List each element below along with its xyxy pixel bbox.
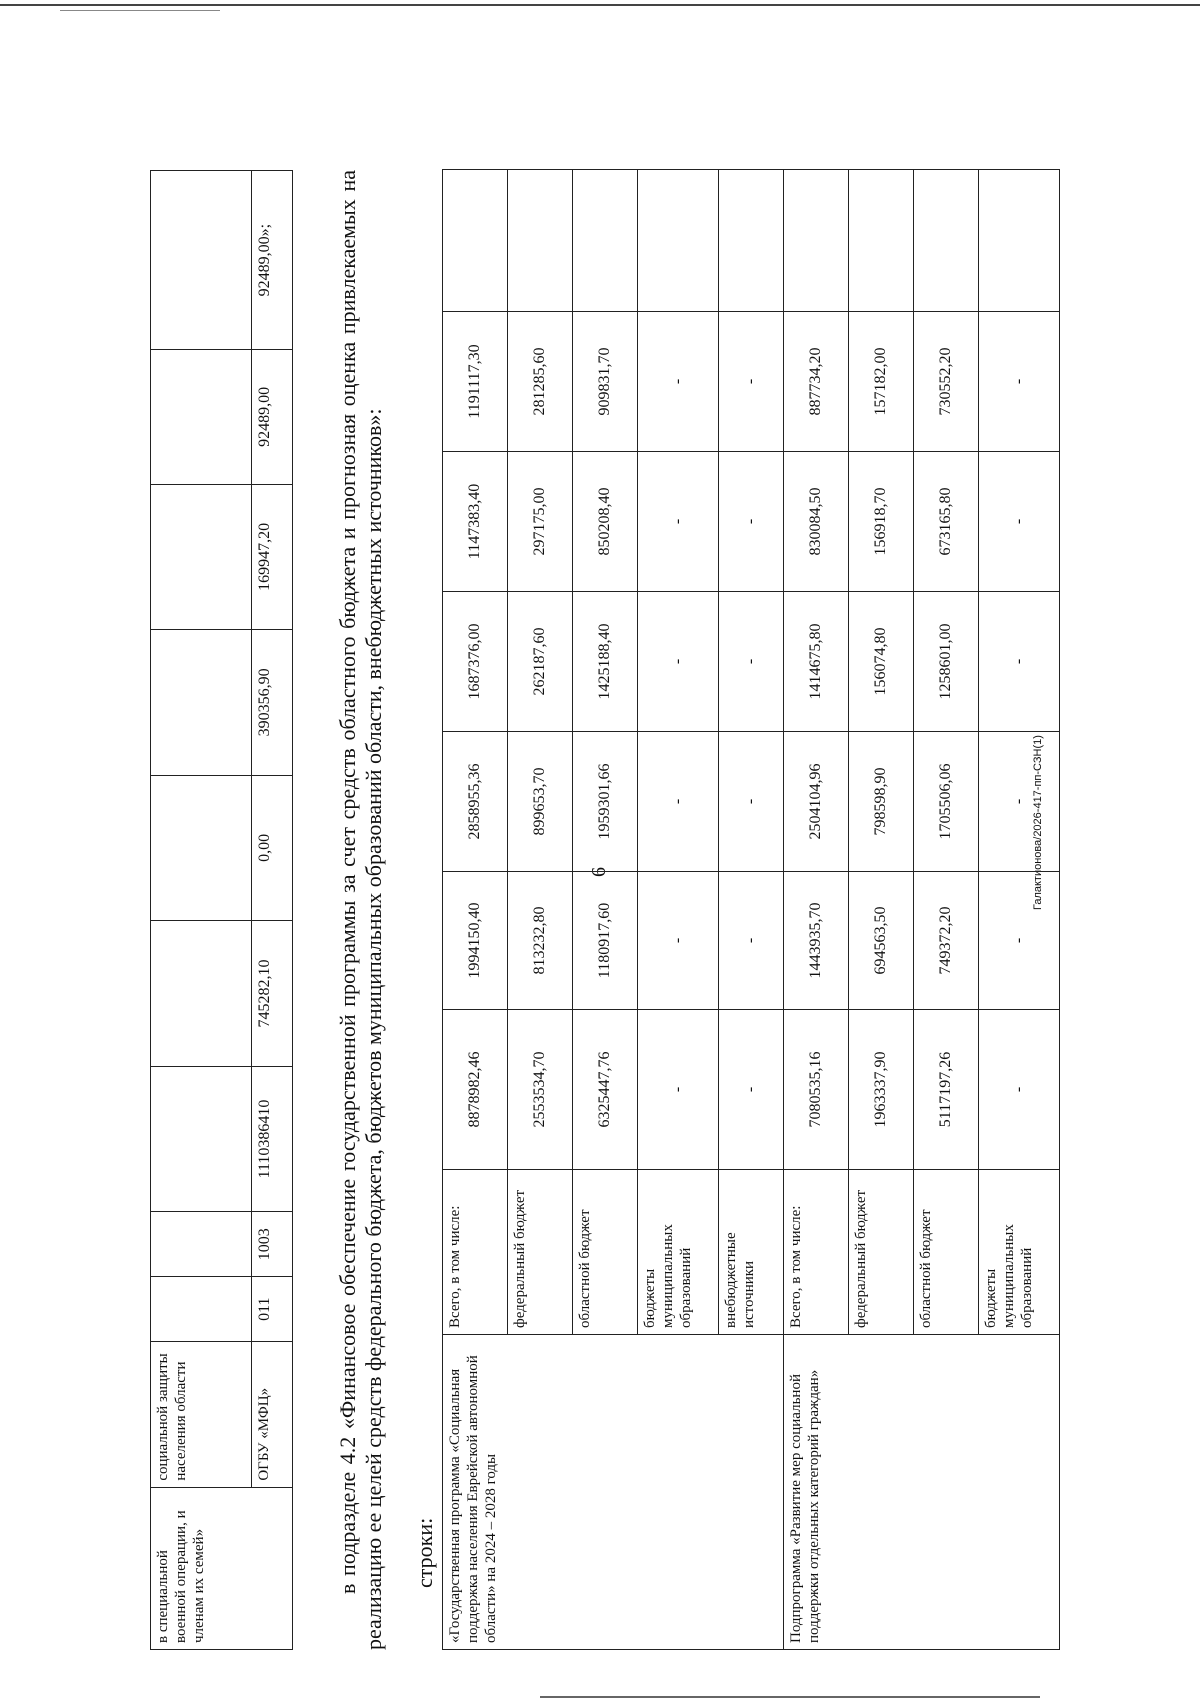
funding-source: федеральный бюджет [508, 1170, 573, 1335]
value-cell: - [638, 452, 719, 592]
value-cell [573, 170, 638, 312]
value-cell: 1147383,40 [443, 452, 508, 592]
value-cell: 850208,40 [573, 452, 638, 592]
top-table-value: 745282,10 [252, 921, 293, 1067]
value-cell: 730552,20 [914, 312, 979, 452]
amendment-paragraph: в подразделе 4.2 «Финансовое обеспечение государственной программы за счет средств областного бюджета и прогнозная оценка привлекаемых на реализацию ее целей средств федерального бюджета, бюджетов муниципальных образований области, внебюджетных источников»: [335, 170, 386, 1650]
value-cell: 749372,20 [914, 872, 979, 1010]
scan-edge-top-mark [60, 10, 220, 11]
value-cell: 262187,60 [508, 592, 573, 732]
value-cell: 1687376,00 [443, 592, 508, 732]
financing-block-subprogram [784, 170, 1060, 1650]
value-cell: 2504104,96 [784, 732, 849, 872]
value-cell: 297175,00 [508, 452, 573, 592]
value-cell: - [719, 592, 784, 732]
value-cell: 5117197,26 [914, 1010, 979, 1170]
value-cell [443, 170, 508, 312]
value-cell: 1994150,40 [443, 872, 508, 1010]
value-cell: 1258601,00 [914, 592, 979, 732]
value-cell: 830084,50 [784, 452, 849, 592]
value-cell: - [719, 312, 784, 452]
funding-source: бюджеты муниципальных образований [979, 1170, 1060, 1335]
value-cell [508, 170, 573, 312]
value-cell: 694563,50 [849, 872, 914, 1010]
funding-source: федеральный бюджет [849, 1170, 914, 1335]
top-table-cell [151, 630, 252, 776]
top-table-executor: ОГБУ «МФЦ» [252, 1342, 293, 1488]
top-table-code: 1003 [252, 1212, 293, 1277]
value-cell: 1180917,60 [573, 872, 638, 1010]
value-cell: 1959301,66 [573, 732, 638, 872]
value-cell: - [979, 732, 1060, 872]
financing-block-program [443, 170, 784, 1650]
value-cell: 909831,70 [573, 312, 638, 452]
top-table [150, 170, 293, 1650]
value-cell [979, 170, 1060, 312]
value-cell: - [719, 1010, 784, 1170]
top-table-code: 011 [252, 1277, 293, 1342]
funding-source: Всего, в том числе: [784, 1170, 849, 1335]
top-table-cell [151, 1277, 252, 1342]
funding-source: областной бюджет [914, 1170, 979, 1335]
value-cell: 1443935,70 [784, 872, 849, 1010]
value-cell: 1425188,40 [573, 592, 638, 732]
value-cell: 7080535,16 [784, 1010, 849, 1170]
value-cell: - [719, 732, 784, 872]
subprogram-name: Подпрограмма «Развитие мер социальной поддержки отдельных категорий граждан» [784, 1335, 1060, 1650]
value-cell: 157182,00 [849, 312, 914, 452]
value-cell: 281285,60 [508, 312, 573, 452]
value-cell: - [638, 592, 719, 732]
top-table-cell [151, 484, 252, 630]
value-cell: 2553534,70 [508, 1010, 573, 1170]
value-cell: 673165,80 [914, 452, 979, 592]
value-cell [914, 170, 979, 312]
scan-edge-top [0, 4, 1200, 6]
value-cell: 156074,80 [849, 592, 914, 732]
top-table-value: 169947,20 [252, 484, 293, 630]
table-row [443, 170, 508, 1650]
top-table-value: 390356,90 [252, 630, 293, 776]
funding-source: Всего, в том числе: [443, 1170, 508, 1335]
value-cell: - [638, 732, 719, 872]
value-cell: 899653,70 [508, 732, 573, 872]
program-name: «Государственная программа «Социальная поддержка населения Еврейской автономной области» на 2024 – 2028 годы [443, 1335, 784, 1650]
table-row [784, 170, 849, 1650]
financing-table [442, 169, 1060, 1650]
top-table-cell [151, 1066, 252, 1212]
value-cell: 1963337,90 [849, 1010, 914, 1170]
top-table-row [151, 171, 252, 1650]
value-cell: 1705506,06 [914, 732, 979, 872]
page-number: 6 [588, 867, 610, 877]
value-cell: 813232,80 [508, 872, 573, 1010]
value-cell: 1191117,30 [443, 312, 508, 452]
top-table-cell [151, 775, 252, 921]
value-cell: - [979, 872, 1060, 1010]
rotated-page-content [150, 170, 1170, 1650]
top-table-cell [151, 1212, 252, 1277]
value-cell [638, 170, 719, 312]
value-cell: - [719, 872, 784, 1010]
top-table-value: 0,00 [252, 775, 293, 921]
value-cell [849, 170, 914, 312]
top-table-cell [151, 171, 252, 350]
value-cell [719, 170, 784, 312]
value-cell: - [638, 872, 719, 1010]
funding-source: внебюджетные источники [719, 1170, 784, 1335]
value-cell: 798598,90 [849, 732, 914, 872]
scan-edge-bottom [540, 1696, 1040, 1698]
value-cell: - [719, 452, 784, 592]
top-table-name: в специальной военной операции, и членам их семей» [151, 1487, 293, 1649]
top-table-value: 92489,00»; [252, 171, 293, 350]
rows-label: строки: [412, 1517, 437, 1588]
top-table-cell [151, 921, 252, 1067]
funding-source: бюджеты муниципальных образований [638, 1170, 719, 1335]
top-table-value: 92489,00 [252, 350, 293, 484]
value-cell: - [979, 592, 1060, 732]
value-cell: - [638, 312, 719, 452]
value-cell [784, 170, 849, 312]
value-cell: - [979, 452, 1060, 592]
value-cell: 6325447,76 [573, 1010, 638, 1170]
top-table-code: 1110386410 [252, 1066, 293, 1212]
value-cell: 2858955,36 [443, 732, 508, 872]
value-cell: 156918,70 [849, 452, 914, 592]
top-table-executor: социальной защиты населения области [151, 1342, 252, 1488]
value-cell: - [979, 312, 1060, 452]
value-cell: 887734,20 [784, 312, 849, 452]
value-cell: 8878982,46 [443, 1010, 508, 1170]
footer-note: Галактионова/2026-417-пп-СЗН(1) [1032, 735, 1044, 910]
top-table-row [252, 171, 293, 1650]
funding-source: областной бюджет [573, 1170, 638, 1335]
top-table-cell [151, 350, 252, 484]
value-cell: - [638, 1010, 719, 1170]
value-cell: - [979, 1010, 1060, 1170]
value-cell: 1414675,80 [784, 592, 849, 732]
